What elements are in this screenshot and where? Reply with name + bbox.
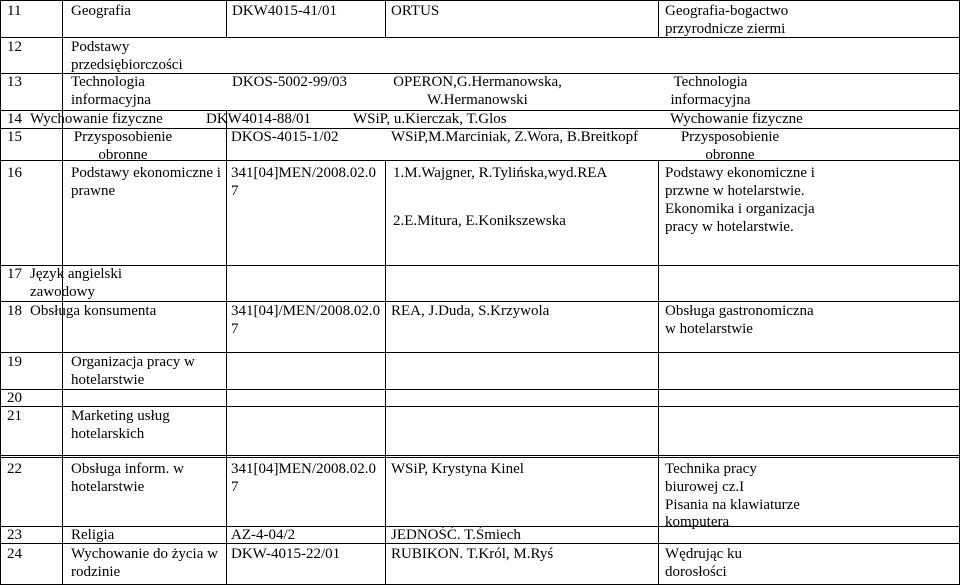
subject-cell: Podstawy ekonomiczne i prawne	[71, 165, 221, 199]
publisher-cell: WSiP,M.Marciniak, Z.Wora, B.Breitkopf	[391, 129, 639, 145]
publisher-cell: RUBIKON. T.Król, M.Ryś	[391, 546, 554, 562]
row-number: 11	[7, 3, 22, 19]
publisher-cell: 1.M.Wajgner, R.Tylińska,wyd.REA	[393, 165, 608, 181]
row-number: 21	[7, 408, 22, 424]
textbook-cell: Podstawy ekonomiczne i przwne w hotelarstwie. Ekonomika i organizacja pracy w hotelarstwie.	[665, 165, 815, 235]
publisher-cell: JEDNOŚĆ. T.Śmiech	[391, 527, 521, 543]
program-cell: DKOS-5002-99/03	[232, 74, 347, 90]
column-border	[0, 0, 1, 585]
program-cell: DKW-4015-22/01	[231, 546, 341, 562]
row-number: 14	[7, 111, 22, 127]
publisher-cell: ORTUS	[391, 3, 440, 19]
publisher-cell: REA, J.Duda, S.Krzywola	[391, 303, 550, 319]
subject-cell: Podstawy przedsiębiorczości	[71, 39, 183, 73]
subject-cell: Geografia	[71, 3, 131, 19]
publisher-cell: WSiP, Krystyna Kinel	[391, 461, 524, 477]
publisher-cell: WSiP, u.Kierczak, T.Glos	[353, 111, 507, 127]
row-number: 23	[7, 527, 22, 543]
row-number: 13	[7, 74, 22, 90]
subject-cell: Organizacja pracy w hotelarstwie	[71, 354, 195, 388]
row-number: 19	[7, 354, 22, 370]
subject-cell: Marketing usług hotelarskich	[71, 408, 170, 442]
subject-cell: Wychowanie do życia w rodzinie	[71, 546, 218, 580]
column-border	[226, 160, 227, 585]
textbook-cell: Pisania na klawiaturze	[665, 497, 800, 513]
textbook-cell: biurowej cz.I	[665, 479, 745, 495]
textbook-cell: komputera	[665, 514, 730, 530]
subject-cell: Przysposobienie obronne	[73, 129, 173, 163]
program-cell: 7	[231, 183, 239, 199]
program-cell: AZ-4-04/2	[231, 527, 296, 543]
subject-cell: Obsługa inform. w hotelarstwie	[71, 461, 184, 495]
publisher-cell: OPERON,G.Hermanowska, W.Hermanowski	[393, 74, 562, 108]
row-number: 20	[7, 390, 22, 406]
column-border	[385, 0, 386, 37]
row-border	[0, 0, 960, 1]
subject-cell: Obsługa konsumenta	[30, 303, 157, 319]
program-cell: 341[04]/MEN/2008.02.0	[231, 303, 381, 319]
row-number: 24	[7, 546, 22, 562]
subject-cell: Technologia informacyjna	[71, 74, 151, 108]
subject-cell: Religia	[71, 527, 115, 543]
program-cell: 341[04]MEN/2008.02.0	[231, 165, 376, 181]
row-border	[0, 455, 960, 456]
program-cell: DKOS-4015-1/02	[231, 129, 339, 145]
program-cell: 341[04]MEN/2008.02.0	[231, 461, 376, 477]
row-number: 17	[7, 266, 22, 282]
subject-cell: Wychowanie fizyczne	[30, 111, 163, 127]
textbook-cell: Wychowanie fizyczne	[670, 111, 803, 127]
column-border	[658, 160, 659, 585]
column-border	[658, 0, 659, 37]
program-cell: 7	[231, 479, 239, 495]
row-border	[0, 457, 960, 458]
program-cell: 7	[231, 321, 239, 337]
row-number: 12	[7, 39, 22, 55]
column-border	[226, 0, 227, 37]
textbook-cell: Przysposobienie obronne	[680, 129, 780, 163]
textbook-cell: Wędrując ku dorosłości	[665, 546, 743, 580]
textbook-cell: Obsługa gastronomiczna w hotelarstwie	[665, 303, 814, 337]
row-number: 18	[7, 303, 22, 319]
program-cell: DKW4015-41/01	[232, 3, 337, 19]
row-number: 22	[7, 461, 22, 477]
row-number: 15	[7, 129, 22, 145]
row-border	[0, 389, 960, 390]
column-border	[385, 160, 386, 585]
subject-cell: Język angielski zawodowy	[30, 266, 123, 300]
row-number: 16	[7, 165, 22, 181]
textbook-cell: Geografia-bogactwo przyrodnicze ziermi	[665, 3, 789, 37]
program-cell: DKW4014-88/01	[206, 111, 311, 127]
textbook-cell: Technika pracy	[665, 461, 757, 477]
publisher-cell: 2.E.Mitura, E.Konikszewska	[393, 213, 566, 229]
textbook-cell: Technologia informacyjna	[670, 74, 751, 108]
